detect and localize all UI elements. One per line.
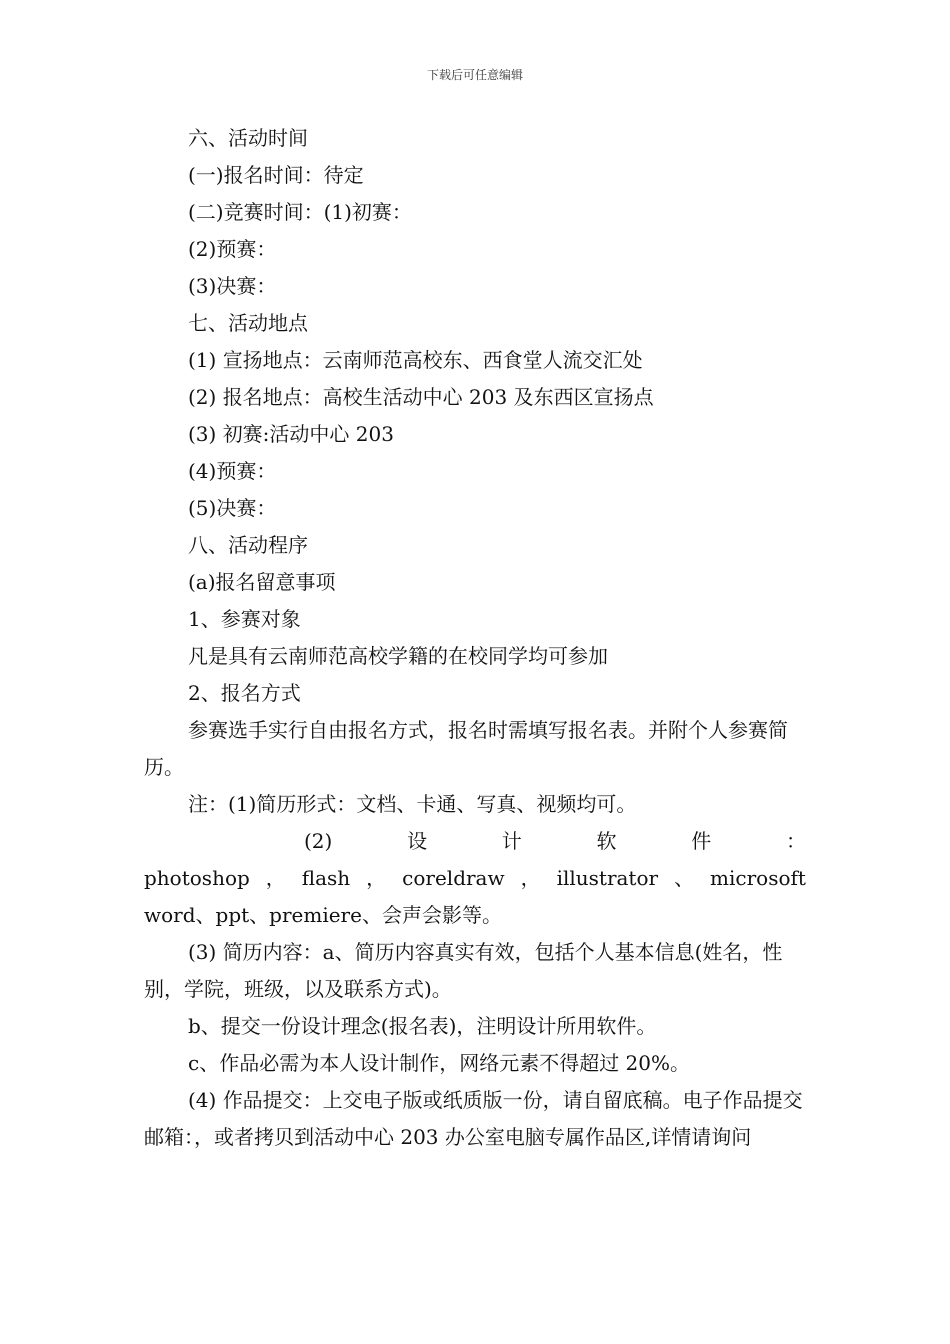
- semifinal-time: (2)预赛：: [188, 237, 277, 261]
- resume-form-note: 注：(1)简历形式：文档、卡通、写真、视频均可。: [188, 792, 637, 816]
- software-item: photoshop: [144, 866, 250, 890]
- software-separator: ，: [265, 866, 286, 890]
- software-separator: 、: [674, 866, 695, 890]
- software-item: illustrator: [556, 866, 659, 890]
- final-location: (5)决赛：: [188, 496, 277, 520]
- signup-time: (一)报名时间：待定: [188, 163, 364, 187]
- software-heading-line: [144, 823, 806, 860]
- software-separator: ，: [366, 866, 387, 890]
- software-heading-part: 设: [407, 829, 428, 853]
- participants-text: 凡是具有云南师范高校学籍的在校同学均可参加: [188, 644, 608, 668]
- final-time: (3)决赛：: [188, 274, 277, 298]
- prelim-location: (3) 初赛:活动中心 203: [188, 422, 394, 446]
- page-header: 下载后可任意编辑: [426, 68, 523, 82]
- software-list-end: word、ppt、premiere、会声会影等。: [144, 903, 502, 927]
- software-item: flash: [301, 866, 351, 890]
- section-heading-procedure: 八、活动程序: [188, 533, 308, 557]
- software-heading-part: 件: [691, 829, 712, 853]
- competition-time: (二)竞赛时间：(1)初赛：: [188, 200, 412, 224]
- signup-notes-heading: (a)报名留意事项: [188, 570, 336, 594]
- software-heading-part: (2): [304, 829, 333, 853]
- signup-method-paragraph: 参赛选手实行自由报名方式，报名时需填写报名表。并附个人参赛简历。: [144, 718, 788, 779]
- resume-content-paragraph: (3) 简历内容：a、简历内容真实有效，包括个人基本信息(姓名，性别，学院，班级，以及联系方式)。: [144, 940, 783, 1001]
- signup-method-heading: 2、报名方式: [188, 681, 301, 705]
- design-concept-line: b、提交一份设计理念(报名表)，注明设计所用软件。: [188, 1014, 657, 1038]
- signup-location: (2) 报名地点：高校生活动中心 203 及东西区宣扬点: [188, 385, 654, 409]
- software-item: microsoft: [710, 866, 806, 890]
- semifinal-location: (4)预赛：: [188, 459, 277, 483]
- software-heading-part: 软: [596, 829, 617, 853]
- software-separator: ，: [520, 866, 541, 890]
- software-heading-part: 计: [501, 829, 522, 853]
- software-heading-part: ：: [785, 829, 806, 853]
- section-heading-location: 七、活动地点: [188, 311, 308, 335]
- document-body: [144, 120, 806, 1156]
- section-heading-time: 六、活动时间: [188, 126, 308, 150]
- software-list-line: [144, 860, 806, 897]
- participants-heading: 1、参赛对象: [188, 607, 301, 631]
- promo-location: (1) 宣扬地点：云南师范高校东、西食堂人流交汇处: [188, 348, 643, 372]
- software-item: coreldraw: [402, 866, 505, 890]
- originality-line: c、作品必需为本人设计制作，网络元素不得超过 20%。: [188, 1051, 691, 1075]
- submission-paragraph: (4) 作品提交：上交电子版或纸质版一份，请自留底稿。电子作品提交邮箱：，或者拷贝到活动中心 203 办公室电脑专属作品区,详情请询问: [144, 1088, 803, 1149]
